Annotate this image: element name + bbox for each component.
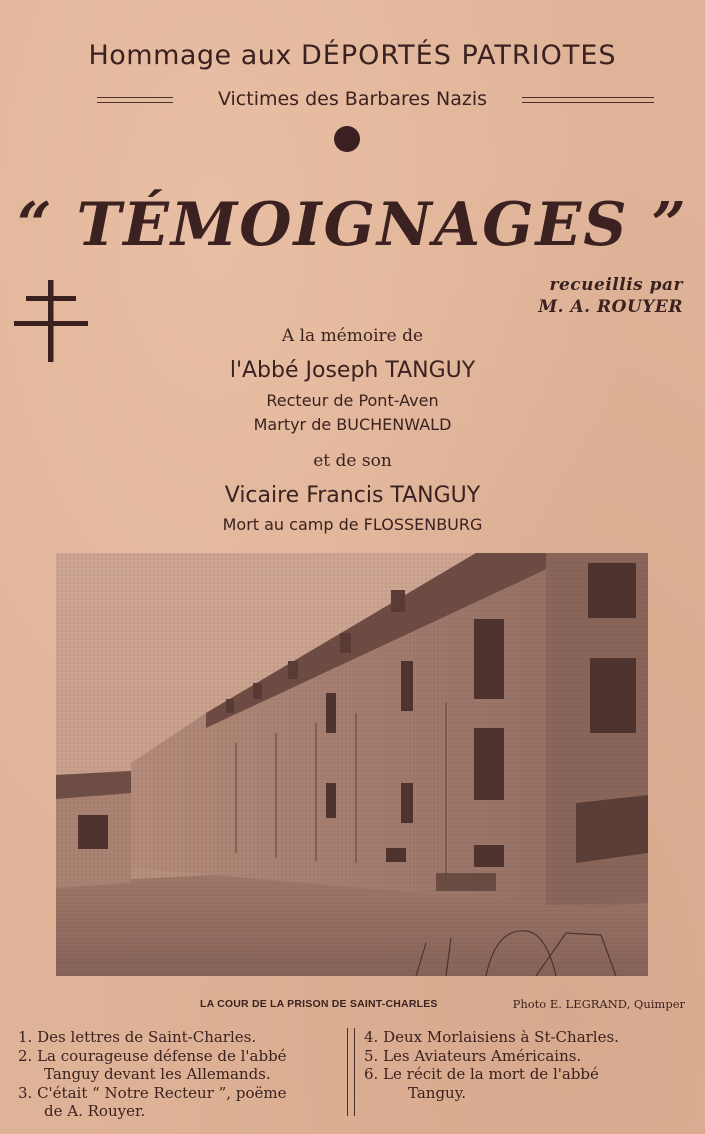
dedication-person2-role: Mort au camp de FLOSSENBURG [222, 515, 483, 534]
contents-right-column [364, 1028, 619, 1102]
contents-item: 5. Les Aviateurs Américains. [364, 1046, 582, 1065]
contents-item-continuation: de A. Rouyer. [44, 1102, 146, 1120]
contents-item: 1. Des lettres de Saint-Charles. [18, 1028, 257, 1046]
header-subtitle: Victimes des Barbares Nazis [217, 88, 488, 110]
header-title [0, 40, 705, 71]
header-prefix: Hommage aux [88, 40, 292, 71]
contents-item: 6. Le récit de la mort de l'abbé [364, 1065, 599, 1083]
contents-item-continuation: Tanguy devant les Allemands. [44, 1065, 271, 1083]
contents-item: 3. C'était “ Notre Recteur ”, poëme [18, 1083, 287, 1102]
contents-item-continuation: Tanguy. [408, 1083, 466, 1102]
dedication-person1-name: l'Abbé Joseph TANGUY [229, 358, 476, 383]
cross-of-lorraine-icon [12, 280, 90, 362]
contents-item: 2. La courageuse défense de l'abbé [18, 1046, 287, 1065]
dedication-person2-name: Vicaire Francis TANGUY [224, 483, 481, 508]
dedication-person1-role2: Martyr de BUCHENWALD [253, 415, 452, 434]
dedication-intro: A la mémoire de [281, 326, 424, 346]
contents-item: 4. Deux Morlaisiens à St-Charles. [364, 1028, 619, 1046]
header-emphasis: DÉPORTÉS PATRIOTES [301, 40, 617, 71]
collected-by [538, 274, 683, 318]
main-title: “ TÉMOIGNAGES ” [17, 190, 688, 260]
dedication-person1-role1: Recteur de Pont-Aven [266, 391, 439, 410]
photo-credit: Photo E. LEGRAND, Quimper [512, 997, 685, 1011]
prison-courtyard-photo [56, 553, 648, 976]
round-dot-icon [334, 126, 360, 152]
photo-caption: LA COUR DE LA PRISON DE SAINT-CHARLES [200, 998, 438, 1010]
collected-by-label: recueillis par [549, 275, 683, 295]
prison-building-illustration [56, 553, 648, 976]
contents-left-column [18, 1028, 287, 1121]
dedication-joiner: et de son [313, 451, 392, 471]
contents-column-divider [347, 1028, 355, 1116]
collected-by-author: M. A. ROUYER [538, 297, 683, 317]
